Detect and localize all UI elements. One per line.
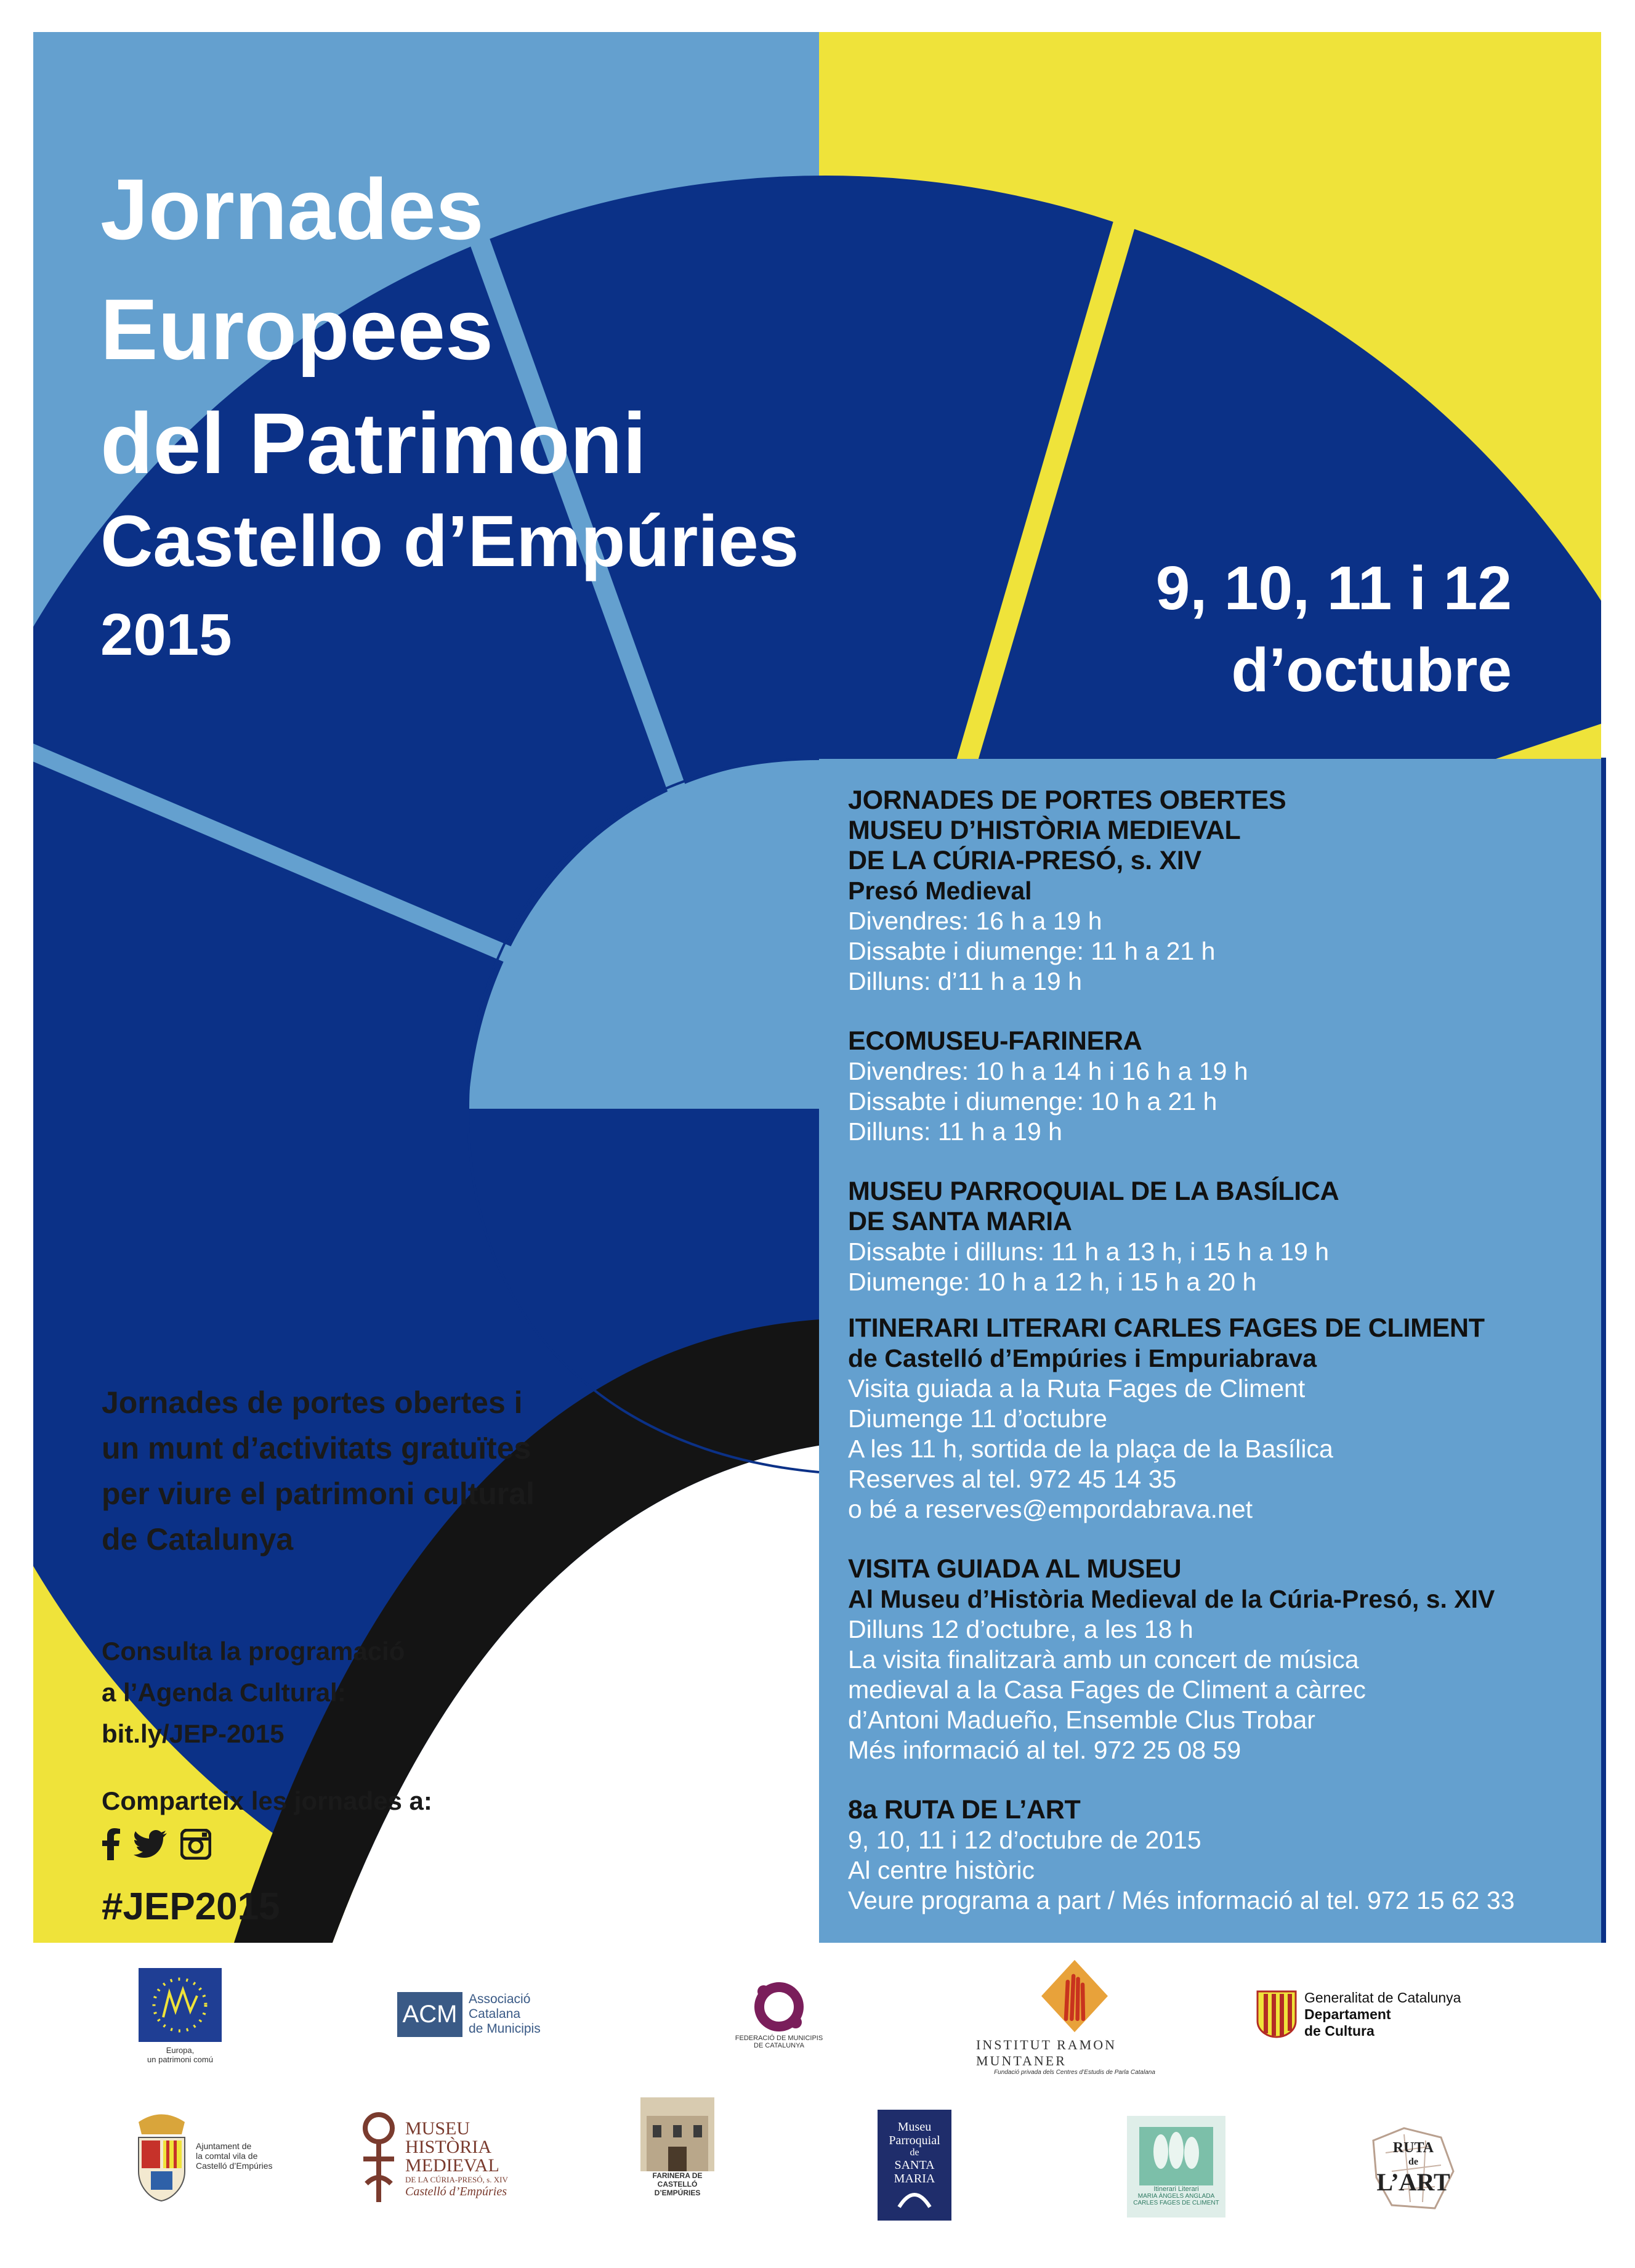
parroquial-line-5: MARIA [894,2172,935,2185]
program-line: Dissabte i diumenge: 10 h a 21 h [848,1087,1217,1116]
program-line: A les 11 h, sortida de la plaça de la Basílica [848,1435,1333,1463]
logo-itinerari-literari [1127,2116,1225,2217]
museu-medieval-line-1: MUSEU [405,2118,470,2139]
program-line: d’Antoni Madueño, Ensemble Clus Trobar [848,1706,1315,1734]
title-subtitle-town: Castello d’Empúries [100,501,799,582]
program-subheading: de Castelló d’Empúries i Empuriabrava [848,1344,1317,1372]
museu-medieval-line-4: DE LA CÚRIA-PRESÓ, s. XIV [405,2174,508,2184]
program-line: Veure programa a part / Més informació al tel. 972 15 62 33 [848,1886,1515,1914]
farinera-photo [640,2097,714,2171]
logo-museu-parroquial [878,2110,951,2221]
tagline-line: de Catalunya [102,1522,294,1557]
itinerari-line-2: MARIA ÀNGELS ANGLADA [1137,2193,1215,2200]
instagram-icon[interactable] [180,1829,211,1860]
logo-farinera [640,2097,714,2224]
tagline-line: un munt d’activitats gratuïtes [102,1431,531,1465]
ruta-art-line-3: L’ART [1376,2168,1450,2196]
program-line: Dilluns: 11 h a 19 h [848,1117,1062,1146]
acm-line-2: Catalana [469,2007,521,2021]
fmc-emblem [745,1979,813,2035]
farinera-line-3: D’EMPÚRIES [654,2189,701,2197]
program-section [848,1795,1605,1916]
logo-fmc [730,1971,828,2057]
program-line: 9, 10, 11 i 12 d’octubre de 2015 [848,1826,1201,1854]
program-line: medieval a la Casa Fages de Climent a càrrec [848,1675,1366,1704]
program-heading: DE LA CÚRIA-PRESÓ, s. XIV [848,846,1201,875]
ruta-art-line-1: RUTA [1392,2140,1434,2156]
farinera-line-2: CASTELLÓ [657,2180,698,2189]
museu-medieval-line-2: HISTÒRIA [405,2136,491,2157]
title-line-1: Jornades [100,161,484,257]
ajuntament-line-1: Ajuntament de [196,2141,252,2151]
irm-emblem [1038,1959,1112,2033]
program-heading: DE SANTA MARIA [848,1207,1072,1236]
museu-medieval-line-3: MEDIEVAL [405,2155,499,2176]
europa-emblem [139,1968,222,2042]
tagline [102,1380,535,1562]
ajuntament-line-3: Castelló d’Empúries [196,2161,273,2171]
logo-museu-historia-medieval [357,2107,554,2211]
social-icons [102,1828,211,1860]
program-subheading: Al Museu d’Història Medieval de la Cúria-Presó, s. XIV [848,1585,1495,1613]
share-label: Comparteix les jornades a: [102,1786,432,1815]
program-line: La visita finalitzarà amb un concert de música [848,1645,1359,1674]
program-heading: JORNADES DE PORTES OBERTES [848,785,1286,815]
ruta-art-line-2: de [1408,2157,1418,2167]
program-line: Divendres: 16 h a 19 h [848,907,1102,935]
museu-medieval-line-5: Castelló d’Empúries [405,2184,507,2198]
irm-sub: Fundació privada dels Centres d’Estudis de Parla Catalana [994,2069,1155,2076]
program-section [848,785,1605,997]
program-line: Dilluns: d’11 h a 19 h [848,967,1082,995]
program-heading: MUSEU D’HISTÒRIA MEDIEVAL [848,816,1241,845]
program-heading: ITINERARI LITERARI CARLES FAGES DE CLIMENT [848,1313,1485,1343]
itinerari-line-3: CARLES FAGES DE CLIMENT [1133,2200,1219,2206]
fmc-line-2: DE CATALUNYA [754,2042,804,2049]
tagline-line: per viure el patrimoni cultural [102,1476,535,1511]
program-line: Dissabte i dilluns: 11 h a 13 h, i 15 h a 19 h [848,1237,1330,1266]
logo-acm [397,1987,582,2042]
tagline-line: Jornades de portes obertes i [102,1385,523,1420]
program-section [848,1026,1605,1147]
program-heading: VISITA GUIADA AL MUSEU [848,1554,1182,1584]
program-section [848,1177,1605,1297]
logo-ruta-art [1367,2122,1459,2214]
europa-caption-2: un patrimoni comú [147,2054,213,2064]
title-line-3: del Patrimoni [100,395,647,492]
parroquial-emblem [893,2185,936,2210]
acm-line-1: Associació [469,1992,531,2006]
program-heading: 8a RUTA DE L’ART [848,1795,1081,1825]
generalitat-line-3: de Cultura [1304,2022,1375,2039]
title-line-2: Europees [100,281,493,378]
program-section [848,1554,1605,1765]
generalitat-line-2: Departament [1304,2006,1391,2022]
generalitat-emblem [1256,1990,1297,2038]
parroquial-line-3: de [910,2147,919,2158]
program-line: Dissabte i diumenge: 11 h a 21 h [848,937,1216,965]
hashtag: #JEP2015 [102,1885,280,1928]
consult-block [102,1630,405,1754]
consult-line: a l’Agenda Cultural: [102,1678,346,1707]
program-heading: MUSEU PARROQUIAL DE LA BASÍLICA [848,1177,1339,1206]
museu-medieval-emblem [357,2110,400,2208]
program-line: Més informació al tel. 972 25 08 59 [848,1736,1241,1764]
program-line: Al centre històric [848,1856,1035,1884]
logo-ajuntament [132,2110,293,2202]
parroquial-line-1: Museu [897,2120,932,2134]
program-section [848,1313,1605,1525]
generalitat-line-1: Generalitat de Catalunya [1304,1989,1461,2006]
program-line: Reserves al tel. 972 45 14 35 [848,1465,1177,1493]
acm-mark: ACM [397,1992,462,2037]
consult-line: Consulta la programació [102,1637,405,1666]
acm-line-3: de Municipis [469,2022,541,2036]
twitter-icon[interactable] [134,1830,167,1858]
farinera-line-1: FARINERA DE [652,2171,703,2180]
fmc-line-1: FEDERACIÓ DE MUNICIPIS [735,2035,823,2042]
program-line: Diumenge 11 d’octubre [848,1404,1107,1433]
logo-europa-patrimoni [139,1965,222,2067]
program-subheading: Presó Medieval [848,877,1032,905]
facebook-icon[interactable] [102,1828,120,1860]
program-line: Diumenge: 10 h a 12 h, i 15 h a 20 h [848,1268,1257,1296]
consult-link[interactable]: bit.ly/JEP-2015 [102,1719,285,1748]
ajuntament-shield [132,2110,191,2202]
irm-name: INSTITUT RAMON MUNTANER [976,2037,1116,2068]
title-year: 2015 [100,602,232,668]
parroquial-line-2: Parroquial [889,2134,940,2147]
europa-caption-1: Europa, [166,2045,195,2055]
ajuntament-line-2: la comtal vila de [196,2151,258,2161]
itinerari-line-1: Itinerari Literari [1153,2185,1199,2193]
parroquial-line-4: SANTA [894,2158,935,2172]
program-line: Visita guiada a la Ruta Fages de Climent [848,1374,1306,1403]
program-line: Divendres: 10 h a 14 h i 16 h a 19 h [848,1057,1248,1085]
itinerari-emblem [1139,2127,1213,2185]
program-line: o bé a reserves@empordabrava.net [848,1495,1253,1523]
logo-generalitat [1256,1990,1503,2039]
logo-institut-ramon-muntaner [976,1959,1173,2076]
dates-line-2: d’octubre [1231,636,1512,705]
program-heading: ECOMUSEU-FARINERA [848,1026,1142,1056]
dates-line-1: 9, 10, 11 i 12 [1155,554,1512,623]
program-list [848,785,1605,1945]
program-line: Dilluns 12 d’octubre, a les 18 h [848,1615,1193,1643]
